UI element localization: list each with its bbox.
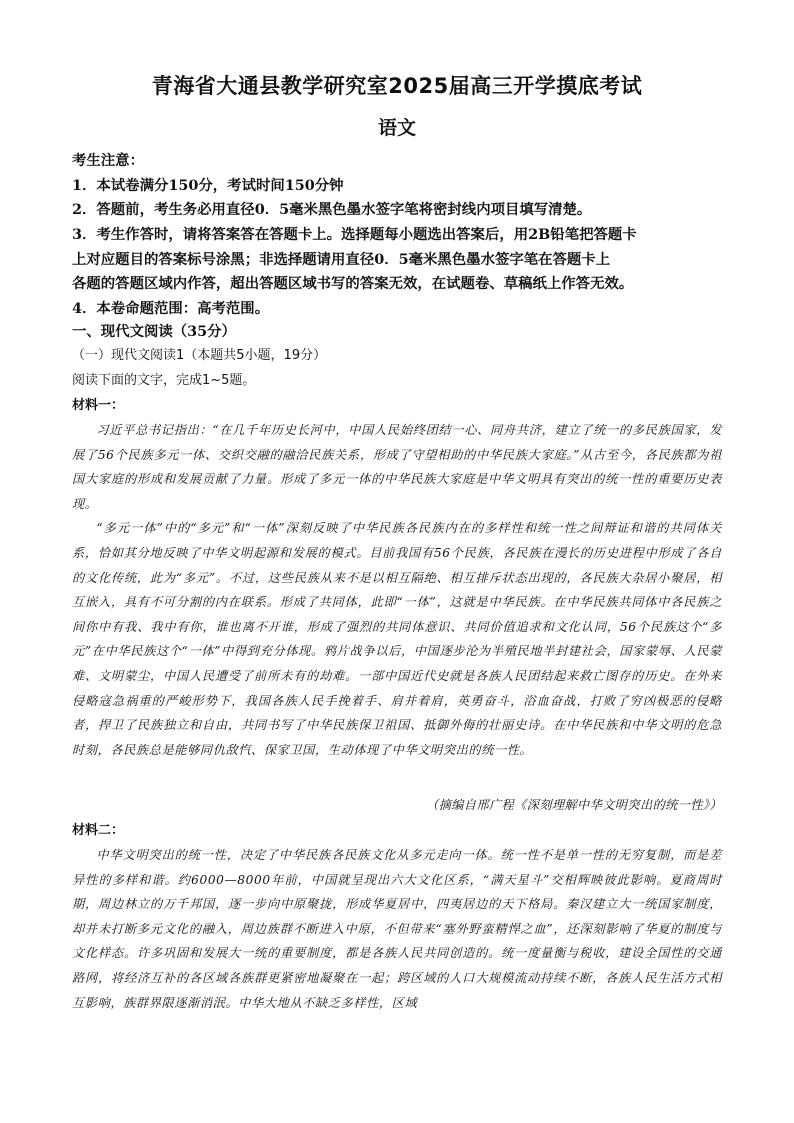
exam-notice <box>72 149 732 322</box>
paragraph: 中华文明突出的统一性，决定了中华民族各民族文化从多元走向一体。统一性不是单一性的无穷复制，而是差异性的多样和谐。约6000—8000年前，中国就呈现出六大文化区系，“满天星斗”交相辉映彼此影响。夏商周时期，周边林立的万千邦国，逐一步向中原聚拢，形成华夏居中，四夷居边的天下格局。秦汉建立大一统国家制度，却并未打断多元文化的融入，周边族群不断进入中原，不但带来“塞外野蛮精悍之血”，还深刻影响了华夏的制度与文化样态。许多巩固和发展大一统的重要制度，都是各族人民共同创造的。统一度量衡与税收，建设全国性的交通路网，将经济互补的各区域各族群更紧密地凝聚在一起；跨区域的人口大规模流动持续不断，各族人民生活方式相互影响，族群界限逐渐消泯。中华大地从不缺乏多样性，区域 <box>72 848 722 1010</box>
paragraph: “多元一体”中的“多元”和“一体”深刻反映了中华民族各民族内在的多样性和统一性之间辩证和谐的共同体关系，恰如其分地反映了中华文明起源和发展的模式。目前我国有56个民族，各民族在漫长的历史进程中形成了各自的文化传统，此为“多元”。不过，这些民族从来不是以相互隔绝、相互排斥状态出现的，各民族大杂居小聚居，相互嵌入，具有不可分割的内在联系。形成了共同体，此即“一体”，这就是中华民族。在中华民族共同体中各民族之间你中有我、我中有你，谁也离不开谁，形成了强烈的共同体意识、共同价值追求和文化认同，56个民族这个“多元”在中华民族这个“一体”中得到充分体现。鸦片战争以后，中国逐步沦为半殖民地半封建社会，国家蒙辱、人民蒙难、文明蒙尘，中国人民遭受了前所未有的劫难。一部中国近代史就是各族人民团结起来救亡图存的历史。在外来侵略寇急祸重的严峻形势下，我国各族人民手挽着手、肩并着肩，英勇奋斗，浴血奋战，打败了穷凶极恶的侵略者，捍卫了民族独立和自由，共同书写了中华民族保卫祖国、抵御外侮的壮丽史诗。在中华民族和中华文明的危急时刻，各民族总是能够同仇敌忾、保家卫国，生动体现了中华文明突出的统一性。 <box>72 521 722 757</box>
subsection-heading: （一）现代文阅读1（本题共5小题，19分） <box>72 348 327 363</box>
notice-line: 各题的答题区域内作答，超出答题区域书写的答案无效，在试题卷、草稿纸上作答无效。 <box>72 275 634 293</box>
material-one-text <box>72 418 722 762</box>
notice-line: 4．本卷命题范围：高考范围。 <box>72 300 270 318</box>
exam-title: 青海省大通县教学研究室2025届高三开学摸底考试 <box>151 74 643 98</box>
notice-line: 1．本试卷满分150分，考试时间150分钟 <box>72 176 344 194</box>
subject-title: 语文 <box>377 117 416 139</box>
material-two-text <box>72 843 722 1015</box>
material-one-label: 材料一： <box>72 398 125 413</box>
reading-instruction: 阅读下面的文字，完成1~5题。 <box>72 373 256 388</box>
notice-line: 3．考生作答时，请将答案答在答题卡上。选择题每小题选出答案后，用2B铅笔把答题卡 <box>72 226 637 244</box>
material-two-label: 材料二： <box>72 823 125 838</box>
notice-heading: 考生注意： <box>72 152 144 169</box>
material-one-source: （摘编自邢广程《深刻理解中华文明突出的统一性》） <box>426 798 722 812</box>
paragraph: 习近平总书记指出：“在几千年历史长河中，中国人民始终团结一心、同舟共济，建立了统一的多民族国家，发展了56个民族多元一体、交织交融的融洽民族关系，形成了守望相助的中华民族大家庭。”从古至今，各民族都为祖国大家庭的形成和发展贡献了力量。形成了多元一体的中华民族大家庭是中华文明具有突出的统一性的重要历史表现。 <box>72 423 722 511</box>
notice-line: 上对应题目的答案标号涂黑；非选择题请用直径0．5毫米黑色墨水签字笔在答题卡上 <box>72 250 611 268</box>
section-heading: 一、现代文阅读（35分） <box>72 323 236 340</box>
notice-line: 2．答题前，考生务必用直径0．5毫米黑色墨水签字笔将密封线内项目填写清楚。 <box>72 201 592 219</box>
